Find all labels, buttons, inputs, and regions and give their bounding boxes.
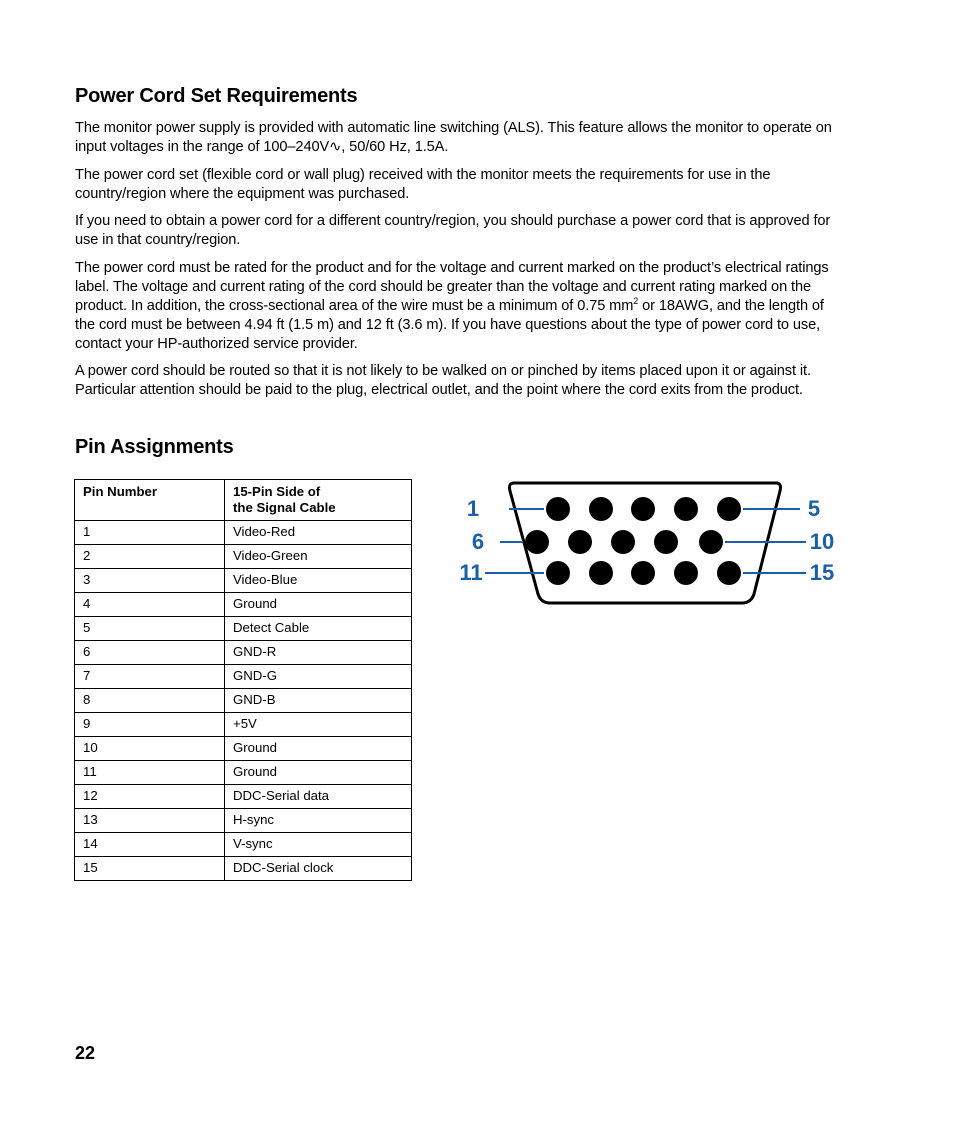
pin-label-5: 5 (807, 496, 821, 521)
pin-hole (631, 497, 655, 521)
pin-signal-cell: V-sync (225, 833, 412, 857)
pin-label-1: 1 (466, 496, 480, 521)
pin-label-6: 6 (471, 529, 485, 554)
paragraph-als-text-a: The monitor power supply is provided with automatic line switching (ALS). This feature allows the monitor to operate on input voltages in the range of 100–240V (75, 120, 832, 155)
pin-hole (717, 497, 741, 521)
paragraph-als (75, 119, 845, 157)
pin-hole (525, 530, 549, 554)
pin-signal-cell: Detect Cable (225, 617, 412, 641)
pin-hole (674, 497, 698, 521)
table-row (75, 641, 412, 665)
header-signal-line-2: the Signal Cable (233, 500, 336, 515)
table-row (75, 545, 412, 569)
header-pin-number: Pin Number (75, 480, 225, 521)
table-row (75, 785, 412, 809)
pin-hole (589, 497, 613, 521)
paragraph-cord-rating (75, 259, 845, 354)
paragraph-cord-routing: A power cord should be routed so that it is not likely to be walked on or pinched by items placed upon it or against it. Particular attention should be paid to the plug, electrical outlet, and the point where the cord exits from the product. (75, 363, 811, 398)
table-header-row (75, 480, 412, 521)
section-title-power-cord: Power Cord Set Requirements (75, 85, 358, 107)
pin-hole (546, 497, 570, 521)
table-row (75, 713, 412, 737)
pin-signal-cell: Ground (225, 737, 412, 761)
section-title-pin-assignments: Pin Assignments (75, 436, 234, 458)
pin-number-cell: 6 (75, 641, 225, 665)
pin-number-cell: 15 (75, 857, 225, 881)
pin-number-cell: 12 (75, 785, 225, 809)
table-row (75, 521, 412, 545)
pin-signal-cell: Video-Blue (225, 569, 412, 593)
table-row (75, 689, 412, 713)
pin-label-15: 15 (809, 560, 835, 585)
pin-label-11: 11 (459, 560, 483, 585)
pin-hole (589, 561, 613, 585)
table-row (75, 857, 412, 881)
pin-signal-cell: GND-R (225, 641, 412, 665)
pin-number-cell: 2 (75, 545, 225, 569)
ac-symbol: ∿ (329, 139, 342, 155)
pin-number-cell: 11 (75, 761, 225, 785)
pin-number-cell: 4 (75, 593, 225, 617)
table-row (75, 617, 412, 641)
table-row (75, 737, 412, 761)
pin-signal-cell: Ground (225, 761, 412, 785)
table-row (75, 761, 412, 785)
pin-number-cell: 3 (75, 569, 225, 593)
pin-number-cell: 10 (75, 737, 225, 761)
paragraph-als-text-b: , 50/60 Hz, 1.5A. (341, 139, 449, 155)
pin-signal-cell: H-sync (225, 809, 412, 833)
pin-signal-cell: Ground (225, 593, 412, 617)
pin-hole (631, 561, 655, 585)
pin-hole (654, 530, 678, 554)
pin-signal-cell: DDC-Serial clock (225, 857, 412, 881)
pin-hole (546, 561, 570, 585)
paragraph-cord-rating-text-b: or 18AWG, and the length of the cord must be between 4.94 ft (1.5 m) and 12 ft (3.6 m). If you have questions about the type of power cord to use, contact your HP-authorized service provider. (75, 298, 824, 352)
pin-signal-cell: DDC-Serial data (225, 785, 412, 809)
pin-number-cell: 7 (75, 665, 225, 689)
pin-number-cell: 14 (75, 833, 225, 857)
superscript-2: 2 (633, 296, 639, 307)
header-signal-line-1: 15-Pin Side of (233, 484, 321, 499)
pin-signal-cell: Video-Red (225, 521, 412, 545)
pin-signal-cell: Video-Green (225, 545, 412, 569)
pin-number-cell: 13 (75, 809, 225, 833)
pin-signal-cell: GND-B (225, 689, 412, 713)
paragraph-obtain-cord: If you need to obtain a power cord for a different country/region, you should purchase a power cord that is approved for use in that country/region. (75, 213, 831, 248)
paragraph-cord-set: The power cord set (flexible cord or wall plug) received with the monitor meets the requirements for use in the country/region where the equipment was purchased. (75, 167, 771, 202)
table-row (75, 833, 412, 857)
vga-connector-diagram (452, 476, 842, 608)
pin-number-cell: 5 (75, 617, 225, 641)
pin-hole (674, 561, 698, 585)
pin-signal-cell: GND-G (225, 665, 412, 689)
pin-label-10: 10 (809, 529, 835, 554)
table-row (75, 593, 412, 617)
header-signal-cable (225, 480, 412, 521)
pin-hole (717, 561, 741, 585)
pin-signal-cell: +5V (225, 713, 412, 737)
table-row (75, 569, 412, 593)
pin-assignment-table (74, 479, 412, 881)
pin-hole (568, 530, 592, 554)
pin-number-cell: 9 (75, 713, 225, 737)
pin-hole (611, 530, 635, 554)
paragraph-cord-rating-text-a: The power cord must be rated for the product and for the voltage and current marked on the product’s electrical ratings label. The voltage and current rating of the cord should be greater than the voltage and current rating marked on the product. In addition, the cross-sectional area of the wire must be a minimum of 0.75 mm (75, 260, 829, 314)
page-number: 22 (75, 1043, 96, 1063)
pin-number-cell: 8 (75, 689, 225, 713)
table-row (75, 665, 412, 689)
pin-hole (699, 530, 723, 554)
pin-number-cell: 1 (75, 521, 225, 545)
table-row (75, 809, 412, 833)
